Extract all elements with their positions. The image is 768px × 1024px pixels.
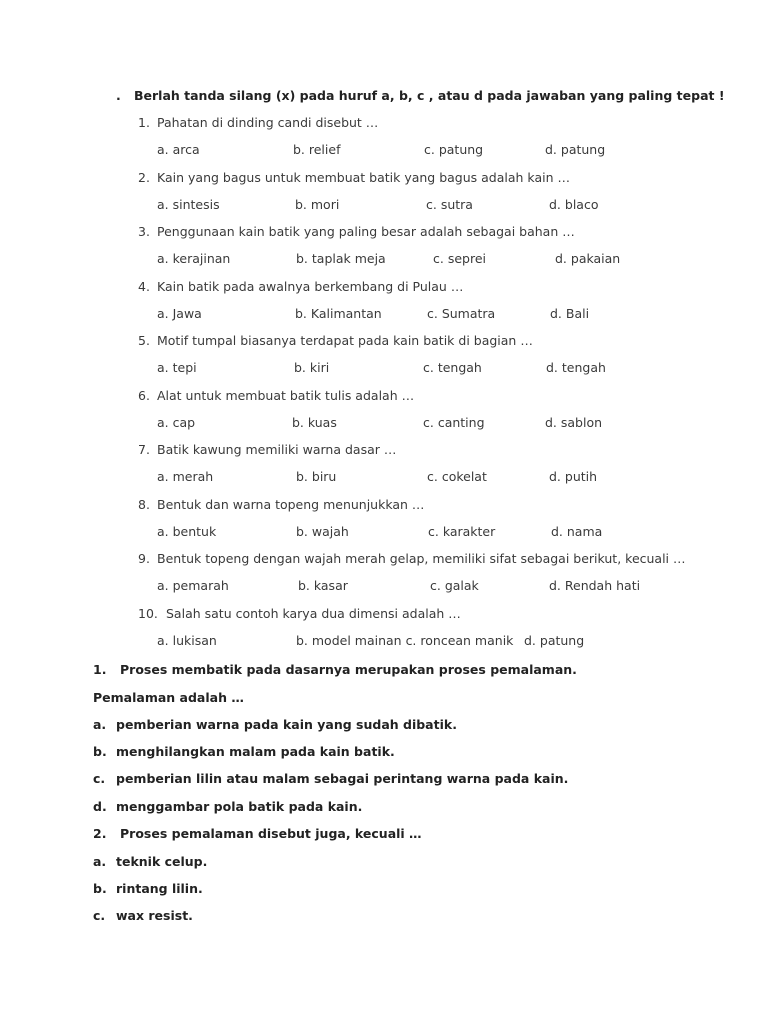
answer-option: d. patung [545, 142, 606, 157]
section2-marker: c. [93, 908, 106, 923]
section2-marker: a. [93, 717, 107, 732]
section2-text: rintang lilin. [116, 881, 203, 896]
answer-option: a. arca [157, 142, 200, 157]
answer-option: a. pemarah [157, 578, 229, 593]
answer-option: d. tengah [546, 360, 606, 375]
answer-option: c. Sumatra [427, 306, 496, 321]
answer-option: b. biru [296, 469, 337, 484]
question-text: Salah satu contoh karya dua dimensi adalah … [166, 606, 461, 621]
question-text: Kain batik pada awalnya berkembang di Pulau … [157, 279, 464, 294]
section2-text: wax resist. [116, 908, 193, 923]
answer-option: a. bentuk [157, 524, 217, 539]
question-number: 7. [138, 442, 150, 457]
answer-option: c. sutra [426, 197, 473, 212]
answer-option: a. Jawa [157, 306, 202, 321]
answer-option: d. pakaian [555, 251, 621, 266]
answer-option: b. kiri [294, 360, 330, 375]
question-number: 5. [138, 333, 150, 348]
section2-text: pemberian lilin atau malam sebagai perintang warna pada kain. [116, 771, 569, 786]
question-number: 4. [138, 279, 150, 294]
answer-option: a. kerajinan [157, 251, 231, 266]
answer-option: c. seprei [433, 251, 486, 266]
answer-option: b. Kalimantan [295, 306, 382, 321]
question-number: 2. [138, 170, 150, 185]
question-number: 6. [138, 388, 150, 403]
section2-text: Pemalaman adalah … [93, 690, 244, 705]
answer-option: c. patung [424, 142, 484, 157]
answer-option: c. cokelat [427, 469, 487, 484]
answer-option: b. model mainan c. roncean manik [296, 633, 514, 648]
question-text: Alat untuk membuat batik tulis adalah … [157, 388, 415, 403]
answer-option: d. sablon [545, 415, 603, 430]
question-text: Batik kawung memiliki warna dasar … [157, 442, 397, 457]
section2-text: menggambar pola batik pada kain. [116, 799, 363, 814]
section2-text: pemberian warna pada kain yang sudah dibatik. [116, 717, 457, 732]
answer-option: a. lukisan [157, 633, 217, 648]
answer-option: d. Bali [550, 306, 590, 321]
question-number: 10. [138, 606, 158, 621]
section2-text: Proses membatik pada dasarnya merupakan proses pemalaman. [120, 662, 577, 677]
answer-option: a. cap [157, 415, 196, 430]
answer-option: c. tengah [423, 360, 482, 375]
answer-option: a. merah [157, 469, 214, 484]
answer-option: a. tepi [157, 360, 197, 375]
section2-marker: d. [93, 799, 107, 814]
answer-option: c. karakter [428, 524, 496, 539]
answer-option: b. relief [293, 142, 341, 157]
question-text: Penggunaan kain batik yang paling besar adalah sebagai bahan … [157, 224, 575, 239]
question-text: Motif tumpal biasanya terdapat pada kain batik di bagian … [157, 333, 533, 348]
question-number: 3. [138, 224, 150, 239]
answer-option: c. canting [423, 415, 485, 430]
question-text: Kain yang bagus untuk membuat batik yang bagus adalah kain … [157, 170, 570, 185]
section2-text: Proses pemalaman disebut juga, kecuali … [120, 826, 422, 841]
question-number: 1. [138, 115, 150, 130]
instruction-marker: . [116, 88, 121, 103]
answer-option: d. blaco [549, 197, 599, 212]
question-number: 8. [138, 497, 150, 512]
answer-option: b. wajah [296, 524, 349, 539]
answer-option: b. mori [295, 197, 340, 212]
answer-option: c. galak [430, 578, 479, 593]
section2-marker: a. [93, 854, 107, 869]
section2-text: teknik celup. [116, 854, 208, 869]
answer-option: b. taplak meja [296, 251, 386, 266]
answer-option: d. nama [551, 524, 603, 539]
answer-option: b. kasar [298, 578, 348, 593]
section2-marker: 1. [93, 662, 107, 677]
question-number: 9. [138, 551, 150, 566]
question-text: Bentuk topeng dengan wajah merah gelap, memiliki sifat sebagai berikut, kecuali … [157, 551, 686, 566]
answer-option: a. sintesis [157, 197, 220, 212]
section2-text: menghilangkan malam pada kain batik. [116, 744, 395, 759]
question-text: Pahatan di dinding candi disebut … [157, 115, 379, 130]
section2-marker: c. [93, 771, 106, 786]
question-text: Bentuk dan warna topeng menunjukkan … [157, 497, 425, 512]
answer-option: d. patung [524, 633, 585, 648]
answer-option: d. Rendah hati [549, 578, 641, 593]
answer-option: b. kuas [292, 415, 337, 430]
instruction-text: Berlah tanda silang (x) pada huruf a, b, c , atau d pada jawaban yang paling tepat ! [134, 88, 725, 103]
section2-marker: b. [93, 881, 107, 896]
section2-marker: b. [93, 744, 107, 759]
answer-option: d. putih [549, 469, 598, 484]
section2-marker: 2. [93, 826, 107, 841]
